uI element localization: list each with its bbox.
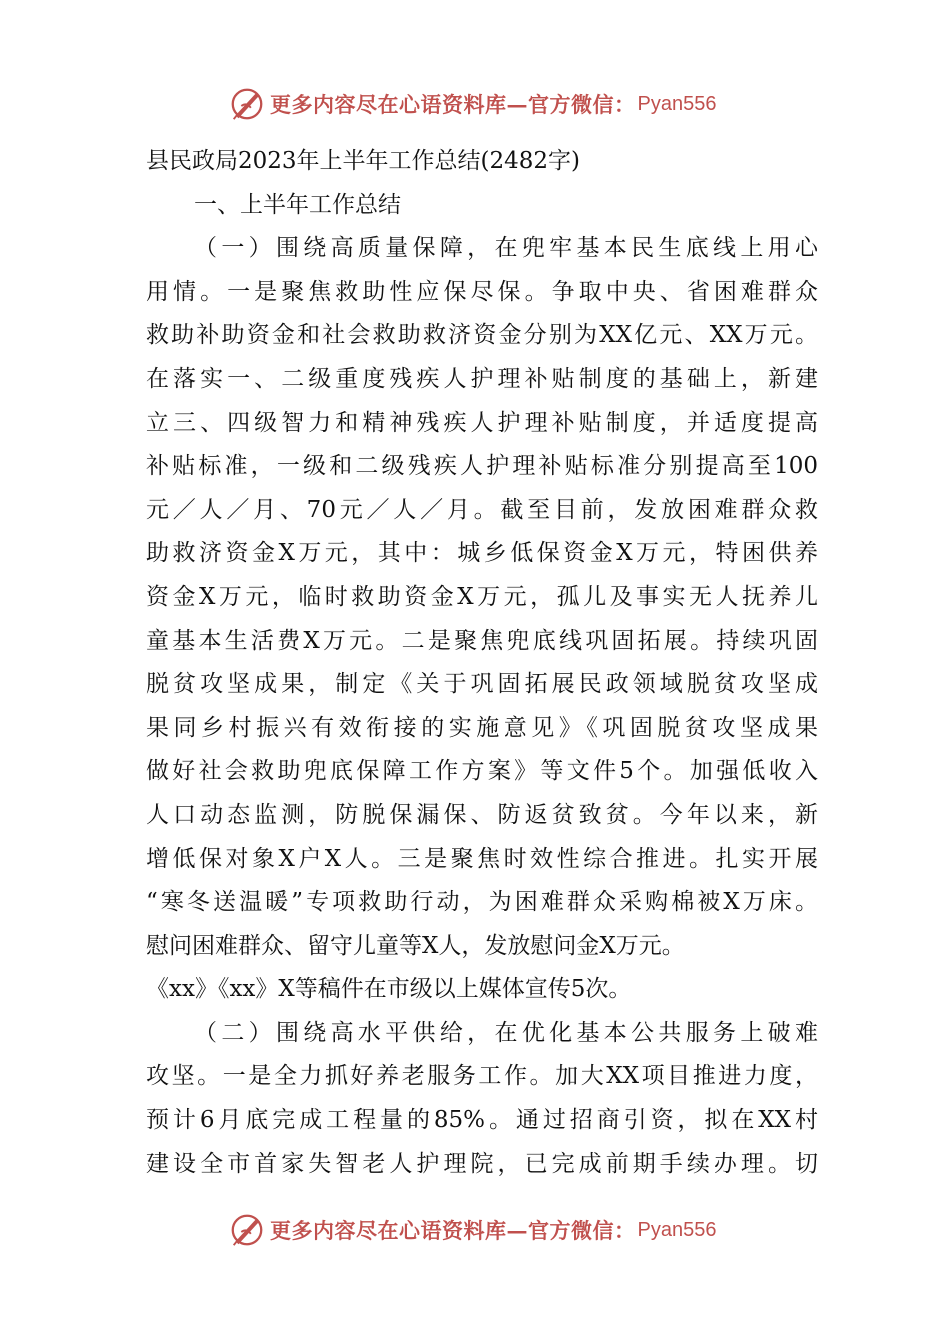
text-line: 一、上半年工作总结 [194, 191, 401, 218]
text-line: 助救济资金X万元，其中：城乡低保资金X万元，特困供养 [146, 540, 818, 567]
text-line: 做好社会救助兜底保障工作方案》等文件5个。加强低收入 [146, 758, 818, 785]
text-line: （一）围绕高质量保障，在兜牢基本民生底线上用心 [194, 235, 818, 262]
banner-wechat-id: Pyan556 [637, 92, 717, 115]
banner-wechat-id: Pyan556 [637, 1218, 717, 1241]
footer-banner [228, 1210, 748, 1250]
document-title: 县民政局2023年上半年工作总结(2482字) [146, 148, 581, 174]
document-paragraphs [146, 184, 818, 1187]
text-line: 增低保对象X户X人。三是聚焦时效性综合推进。扎实开展 [146, 845, 818, 872]
text-line: 脱贫攻坚成果，制定《关于巩固拓展民政领域脱贫攻坚成 [146, 671, 818, 698]
text-line: 《xx》《xx》X等稿件在市级以上媒体宣传5次。 [146, 976, 632, 1003]
document-body [146, 140, 818, 1186]
text-line: 在落实一、二级重度残疾人护理补贴制度的基础上，新建 [146, 365, 818, 392]
text-line: “寒冬送温暖”专项救助行动，为困难群众采购棉被X万床。 [146, 889, 818, 916]
banner-text: 更多内容尽在心语资料库—官方微信： [270, 1218, 636, 1243]
text-line: 童基本生活费X万元。二是聚焦兜底线巩固拓展。持续巩固 [146, 627, 818, 654]
text-line: 慰问困难群众、留守儿童等X人，发放慰问金X万元。 [146, 932, 685, 959]
text-line: 元／人／月、70元／人／月。截至目前，发放困难群众救 [146, 496, 818, 523]
pen-logo-icon [228, 1211, 266, 1249]
header-banner [228, 84, 748, 124]
text-line: 攻坚。一是全力抓好养老服务工作。加大XX项目推进力度， [146, 1063, 818, 1090]
banner-text: 更多内容尽在心语资料库—官方微信： [270, 92, 636, 117]
text-line: 建设全市首家失智老人护理院，已完成前期手续办理。切 [146, 1150, 818, 1177]
text-line: 果同乡村振兴有效衔接的实施意见》《巩固脱贫攻坚成果 [146, 714, 818, 741]
text-line: 立三、四级智力和精神残疾人护理补贴制度，并适度提高 [146, 409, 818, 436]
text-line: 用情。一是聚焦救助性应保尽保。争取中央、省困难群众 [146, 278, 818, 305]
text-line: 资金X万元，临时救助资金X万元，孤儿及事实无人抚养儿 [146, 583, 818, 610]
text-line: 救助补助资金和社会救助救济资金分别为XX亿元、XX万元。 [146, 322, 818, 349]
text-line: 补贴标准，一级和二级残疾人护理补贴标准分别提高至100 [146, 453, 818, 480]
pen-logo-icon [228, 85, 266, 123]
text-line: 人口动态监测，防脱保漏保、防返贫致贫。今年以来，新 [146, 801, 818, 828]
text-line: （二）围绕高水平供给，在优化基本公共服务上破难 [194, 1019, 818, 1046]
text-line: 预计6月底完成工程量的85%。通过招商引资，拟在XX村 [146, 1107, 818, 1134]
